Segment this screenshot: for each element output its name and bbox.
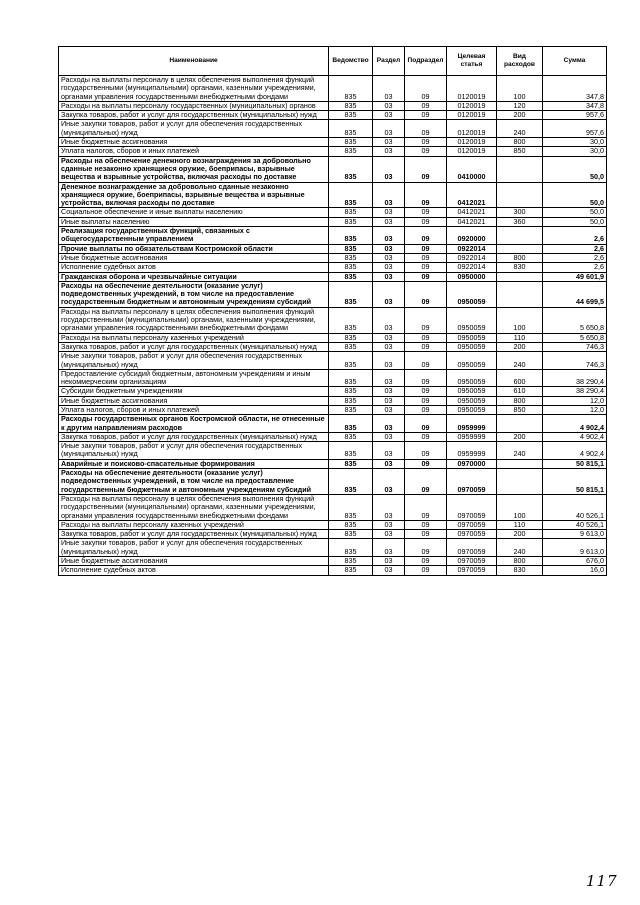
cell-target: 0950059	[447, 396, 497, 405]
cell-subsection: 09	[405, 208, 447, 217]
cell-name: Иные закупки товаров, работ и услуг для обеспечения государственных (муниципальных) нужд	[59, 120, 329, 138]
cell-subsection: 09	[405, 352, 447, 370]
cell-dept: 835	[329, 101, 373, 110]
cell-target: 0959999	[447, 442, 497, 460]
cell-name: Уплата налогов, сборов и иных платежей	[59, 405, 329, 414]
cell-exp-type: 100	[497, 76, 543, 102]
cell-sum: 38 290,4	[543, 369, 607, 387]
table-row	[59, 182, 607, 208]
cell-subsection: 09	[405, 272, 447, 281]
cell-exp-type: 200	[497, 111, 543, 120]
cell-name: Закупка товаров, работ и услуг для государственных (муниципальных) нужд	[59, 111, 329, 120]
cell-name: Реализация государственных функций, связанных с общегосударственным управлением	[59, 227, 329, 245]
cell-exp-type: 100	[497, 307, 543, 333]
cell-exp-type	[497, 415, 543, 433]
cell-target: 0120019	[447, 120, 497, 138]
cell-subsection: 09	[405, 101, 447, 110]
cell-exp-type: 600	[497, 369, 543, 387]
cell-subsection: 09	[405, 253, 447, 262]
cell-exp-type: 850	[497, 405, 543, 414]
cell-sum: 40 526,1	[543, 494, 607, 520]
cell-name: Расходы государственных органов Костромской области, не отнесенные к другим направлениям расходов	[59, 415, 329, 433]
cell-sum: 4 902,4	[543, 415, 607, 433]
cell-sum: 347,8	[543, 76, 607, 102]
cell-exp-type: 850	[497, 147, 543, 156]
cell-name: Расходы на выплаты персоналу казенных учреждений	[59, 520, 329, 529]
cell-subsection: 09	[405, 387, 447, 396]
page-number: 117	[586, 872, 618, 890]
cell-section: 03	[373, 530, 405, 539]
cell-subsection: 09	[405, 415, 447, 433]
cell-name: Исполнение судебных актов	[59, 566, 329, 575]
table-row	[59, 227, 607, 245]
cell-sum: 50,0	[543, 156, 607, 182]
cell-section: 03	[373, 459, 405, 468]
cell-name: Иные бюджетные ассигнования	[59, 396, 329, 405]
table-row	[59, 281, 607, 307]
cell-dept: 835	[329, 120, 373, 138]
cell-target: 0950059	[447, 352, 497, 370]
cell-name: Иные бюджетные ассигнования	[59, 138, 329, 147]
cell-target: 0922014	[447, 244, 497, 253]
cell-subsection: 09	[405, 111, 447, 120]
budget-table	[58, 46, 607, 576]
cell-section: 03	[373, 138, 405, 147]
cell-exp-type: 300	[497, 208, 543, 217]
cell-sum: 50 815,1	[543, 459, 607, 468]
cell-sum: 746,3	[543, 342, 607, 351]
cell-sum: 50 815,1	[543, 469, 607, 495]
table-row	[59, 147, 607, 156]
cell-target: 0120019	[447, 138, 497, 147]
cell-target: 0920000	[447, 227, 497, 245]
cell-dept: 835	[329, 432, 373, 441]
cell-section: 03	[373, 539, 405, 557]
table-row	[59, 208, 607, 217]
cell-dept: 835	[329, 530, 373, 539]
cell-exp-type: 800	[497, 138, 543, 147]
cell-name: Иные выплаты населению	[59, 217, 329, 226]
cell-name: Иные закупки товаров, работ и услуг для обеспечения государственных (муниципальных) нужд	[59, 352, 329, 370]
table-row	[59, 469, 607, 495]
cell-subsection: 09	[405, 566, 447, 575]
cell-subsection: 09	[405, 369, 447, 387]
cell-name: Иные закупки товаров, работ и услуг для обеспечения государственных (муниципальных) нужд	[59, 539, 329, 557]
cell-sum: 49 601,9	[543, 272, 607, 281]
cell-exp-type: 360	[497, 217, 543, 226]
cell-dept: 835	[329, 147, 373, 156]
table-row	[59, 415, 607, 433]
cell-subsection: 09	[405, 120, 447, 138]
cell-dept: 835	[329, 415, 373, 433]
cell-subsection: 09	[405, 557, 447, 566]
cell-dept: 835	[329, 182, 373, 208]
cell-target: 0950059	[447, 387, 497, 396]
table-row	[59, 307, 607, 333]
cell-name: Расходы на выплаты персоналу в целях обеспечения выполнения функций государственными (муниципальными) органами, казенными учреждениями, органами управления государственными внебюджетными фондами	[59, 76, 329, 102]
cell-target: 0970059	[447, 539, 497, 557]
table-row	[59, 369, 607, 387]
cell-exp-type: 200	[497, 432, 543, 441]
cell-target: 0922014	[447, 263, 497, 272]
cell-exp-type: 240	[497, 120, 543, 138]
cell-target: 0970059	[447, 469, 497, 495]
cell-exp-type	[497, 459, 543, 468]
header-sum: Сумма	[543, 47, 607, 76]
cell-subsection: 09	[405, 442, 447, 460]
cell-sum: 746,3	[543, 352, 607, 370]
header-dept: Ведомство	[329, 47, 373, 76]
cell-name: Закупка товаров, работ и услуг для государственных (муниципальных) нужд	[59, 432, 329, 441]
cell-section: 03	[373, 227, 405, 245]
cell-exp-type	[497, 156, 543, 182]
cell-subsection: 09	[405, 333, 447, 342]
cell-exp-type: 100	[497, 494, 543, 520]
cell-target: 0120019	[447, 147, 497, 156]
cell-dept: 835	[329, 138, 373, 147]
cell-sum: 2,6	[543, 263, 607, 272]
cell-exp-type: 800	[497, 253, 543, 262]
cell-target: 0970059	[447, 530, 497, 539]
cell-section: 03	[373, 307, 405, 333]
cell-dept: 835	[329, 396, 373, 405]
cell-section: 03	[373, 342, 405, 351]
cell-target: 0970000	[447, 459, 497, 468]
cell-sum: 12,0	[543, 405, 607, 414]
cell-section: 03	[373, 494, 405, 520]
cell-target: 0412021	[447, 208, 497, 217]
cell-section: 03	[373, 333, 405, 342]
cell-section: 03	[373, 156, 405, 182]
cell-dept: 835	[329, 111, 373, 120]
cell-name: Иные бюджетные ассигнования	[59, 253, 329, 262]
cell-sum: 5 650,8	[543, 307, 607, 333]
cell-exp-type: 800	[497, 396, 543, 405]
cell-sum: 12,0	[543, 396, 607, 405]
cell-section: 03	[373, 566, 405, 575]
cell-sum: 50,0	[543, 217, 607, 226]
cell-subsection: 09	[405, 432, 447, 441]
cell-exp-type: 240	[497, 352, 543, 370]
cell-dept: 835	[329, 217, 373, 226]
cell-dept: 835	[329, 208, 373, 217]
cell-subsection: 09	[405, 405, 447, 414]
cell-dept: 835	[329, 352, 373, 370]
cell-sum: 30,0	[543, 138, 607, 147]
cell-section: 03	[373, 147, 405, 156]
cell-subsection: 09	[405, 530, 447, 539]
cell-dept: 835	[329, 156, 373, 182]
cell-section: 03	[373, 415, 405, 433]
cell-dept: 835	[329, 76, 373, 102]
cell-exp-type: 200	[497, 342, 543, 351]
cell-sum: 30,0	[543, 147, 607, 156]
table-row	[59, 333, 607, 342]
cell-section: 03	[373, 253, 405, 262]
cell-dept: 835	[329, 520, 373, 529]
cell-exp-type: 610	[497, 387, 543, 396]
cell-section: 03	[373, 208, 405, 217]
cell-subsection: 09	[405, 182, 447, 208]
cell-name: Расходы на обеспечение денежного вознаграждения за добровольно сданные незаконно хранящиеся оружие, боеприпасы, взрывные вещества и взрывные устройства, включая расходы по доставке	[59, 156, 329, 182]
cell-subsection: 09	[405, 469, 447, 495]
cell-dept: 835	[329, 539, 373, 557]
cell-section: 03	[373, 263, 405, 272]
cell-target: 0410000	[447, 156, 497, 182]
table-row	[59, 494, 607, 520]
cell-subsection: 09	[405, 244, 447, 253]
cell-subsection: 09	[405, 396, 447, 405]
cell-name: Уплата налогов, сборов и иных платежей	[59, 147, 329, 156]
cell-section: 03	[373, 272, 405, 281]
cell-exp-type: 240	[497, 539, 543, 557]
cell-dept: 835	[329, 263, 373, 272]
cell-exp-type	[497, 182, 543, 208]
cell-target: 0950059	[447, 369, 497, 387]
cell-section: 03	[373, 432, 405, 441]
cell-name: Денежное вознаграждение за добровольно сданные незаконно хранящиеся оружие, боеприпасы, взрывные вещества и взрывные устройства, включая расходы по доставке	[59, 182, 329, 208]
cell-target: 0120019	[447, 101, 497, 110]
cell-subsection: 09	[405, 281, 447, 307]
header-target: Целевая статья	[447, 47, 497, 76]
cell-section: 03	[373, 244, 405, 253]
cell-target: 0970059	[447, 494, 497, 520]
cell-dept: 835	[329, 272, 373, 281]
cell-name: Прочие выплаты по обязательствам Костромской области	[59, 244, 329, 253]
cell-section: 03	[373, 520, 405, 529]
cell-sum: 16,0	[543, 566, 607, 575]
cell-target: 0970059	[447, 566, 497, 575]
cell-sum: 957,6	[543, 120, 607, 138]
cell-section: 03	[373, 369, 405, 387]
header-subsection: Подраздел	[405, 47, 447, 76]
cell-name: Исполнение судебных актов	[59, 263, 329, 272]
table-row	[59, 272, 607, 281]
cell-target: 0120019	[447, 111, 497, 120]
cell-name: Иные бюджетные ассигнования	[59, 557, 329, 566]
cell-name: Закупка товаров, работ и услуг для государственных (муниципальных) нужд	[59, 342, 329, 351]
cell-subsection: 09	[405, 342, 447, 351]
cell-dept: 835	[329, 342, 373, 351]
cell-exp-type: 830	[497, 566, 543, 575]
table-row	[59, 442, 607, 460]
cell-sum: 347,8	[543, 101, 607, 110]
cell-section: 03	[373, 101, 405, 110]
cell-dept: 835	[329, 469, 373, 495]
cell-subsection: 09	[405, 307, 447, 333]
table-row	[59, 156, 607, 182]
cell-exp-type: 800	[497, 557, 543, 566]
cell-section: 03	[373, 182, 405, 208]
cell-section: 03	[373, 76, 405, 102]
cell-dept: 835	[329, 405, 373, 414]
cell-sum: 2,6	[543, 253, 607, 262]
cell-dept: 835	[329, 369, 373, 387]
cell-sum: 4 902,4	[543, 432, 607, 441]
cell-sum: 2,6	[543, 227, 607, 245]
cell-section: 03	[373, 469, 405, 495]
header-section: Раздел	[373, 47, 405, 76]
cell-name: Аварийные и поисково-спасательные формирования	[59, 459, 329, 468]
cell-dept: 835	[329, 281, 373, 307]
cell-sum: 50,0	[543, 182, 607, 208]
table-row	[59, 539, 607, 557]
cell-sum: 5 650,8	[543, 333, 607, 342]
cell-exp-type: 110	[497, 520, 543, 529]
cell-section: 03	[373, 442, 405, 460]
cell-section: 03	[373, 217, 405, 226]
cell-target: 0970059	[447, 520, 497, 529]
cell-sum: 2,6	[543, 244, 607, 253]
cell-sum: 4 902,4	[543, 442, 607, 460]
cell-target: 0412021	[447, 182, 497, 208]
cell-name: Закупка товаров, работ и услуг для государственных (муниципальных) нужд	[59, 530, 329, 539]
table-row	[59, 76, 607, 102]
cell-target: 0950059	[447, 405, 497, 414]
cell-section: 03	[373, 387, 405, 396]
cell-section: 03	[373, 281, 405, 307]
cell-dept: 835	[329, 557, 373, 566]
cell-dept: 835	[329, 387, 373, 396]
table-row	[59, 566, 607, 575]
cell-subsection: 09	[405, 217, 447, 226]
table-row	[59, 263, 607, 272]
cell-section: 03	[373, 396, 405, 405]
cell-sum: 38 290,4	[543, 387, 607, 396]
cell-exp-type: 830	[497, 263, 543, 272]
cell-dept: 835	[329, 494, 373, 520]
cell-name: Иные закупки товаров, работ и услуг для обеспечения государственных (муниципальных) нужд	[59, 442, 329, 460]
cell-exp-type	[497, 281, 543, 307]
cell-name: Гражданская оборона и чрезвычайные ситуации	[59, 272, 329, 281]
cell-section: 03	[373, 557, 405, 566]
cell-subsection: 09	[405, 227, 447, 245]
cell-name: Расходы на выплаты персоналу в целях обеспечения выполнения функций государственными (муниципальными) органами, казенными учреждениями, органами управления государственными внебюджетными фондами	[59, 307, 329, 333]
cell-name: Субсидии бюджетным учреждениям	[59, 387, 329, 396]
cell-section: 03	[373, 111, 405, 120]
table-row	[59, 387, 607, 396]
cell-exp-type	[497, 272, 543, 281]
cell-section: 03	[373, 352, 405, 370]
cell-sum: 9 613,0	[543, 539, 607, 557]
cell-sum: 44 699,5	[543, 281, 607, 307]
header-name: Наименование	[59, 47, 329, 76]
cell-target: 0950059	[447, 307, 497, 333]
cell-target: 0412021	[447, 217, 497, 226]
table-row	[59, 352, 607, 370]
cell-dept: 835	[329, 227, 373, 245]
cell-name: Расходы на выплаты персоналу в целях обеспечения выполнения функций государственными (муниципальными) органами, казенными учреждениями, органами управления государственными внебюджетными фондами	[59, 494, 329, 520]
cell-subsection: 09	[405, 263, 447, 272]
cell-target: 0950000	[447, 272, 497, 281]
cell-name: Расходы на выплаты персоналу казенных учреждений	[59, 333, 329, 342]
cell-subsection: 09	[405, 494, 447, 520]
cell-subsection: 09	[405, 520, 447, 529]
cell-target: 0120019	[447, 76, 497, 102]
cell-subsection: 09	[405, 76, 447, 102]
cell-target: 0950059	[447, 333, 497, 342]
cell-sum: 9 613,0	[543, 530, 607, 539]
cell-dept: 835	[329, 566, 373, 575]
cell-dept: 835	[329, 333, 373, 342]
cell-dept: 835	[329, 459, 373, 468]
cell-target: 0959999	[447, 415, 497, 433]
cell-exp-type	[497, 469, 543, 495]
cell-exp-type: 120	[497, 101, 543, 110]
cell-name: Расходы на обеспечение деятельности (оказание услуг) подведомственных учреждений, в том числе на предоставление государственным бюджетным и автономным учреждениям субсидий	[59, 281, 329, 307]
cell-exp-type: 240	[497, 442, 543, 460]
cell-exp-type	[497, 227, 543, 245]
cell-target: 0950059	[447, 342, 497, 351]
cell-name: Предоставление субсидий бюджетным, автономным учреждениям и иным некоммерческим организациям	[59, 369, 329, 387]
cell-exp-type: 110	[497, 333, 543, 342]
cell-sum: 957,6	[543, 111, 607, 120]
cell-dept: 835	[329, 442, 373, 460]
cell-dept: 835	[329, 307, 373, 333]
cell-exp-type: 200	[497, 530, 543, 539]
cell-subsection: 09	[405, 459, 447, 468]
cell-sum: 50,0	[543, 208, 607, 217]
table-header-row	[59, 47, 607, 76]
cell-subsection: 09	[405, 138, 447, 147]
cell-name: Расходы на выплаты персоналу государственных (муниципальных) органов	[59, 101, 329, 110]
cell-target: 0950059	[447, 281, 497, 307]
cell-section: 03	[373, 120, 405, 138]
cell-subsection: 09	[405, 156, 447, 182]
cell-sum: 40 526,1	[543, 520, 607, 529]
cell-target: 0970059	[447, 557, 497, 566]
cell-target: 0959999	[447, 432, 497, 441]
cell-sum: 676,0	[543, 557, 607, 566]
cell-name: Социальное обеспечение и иные выплаты населению	[59, 208, 329, 217]
header-exp-type: Вид расходов	[497, 47, 543, 76]
table-row	[59, 120, 607, 138]
cell-subsection: 09	[405, 539, 447, 557]
cell-name: Расходы на обеспечение деятельности (оказание услуг) подведомственных учреждений, в том числе на предоставление государственным бюджетным и автономным учреждениям субсидий	[59, 469, 329, 495]
cell-section: 03	[373, 405, 405, 414]
cell-dept: 835	[329, 253, 373, 262]
cell-dept: 835	[329, 244, 373, 253]
cell-target: 0922014	[447, 253, 497, 262]
cell-subsection: 09	[405, 147, 447, 156]
